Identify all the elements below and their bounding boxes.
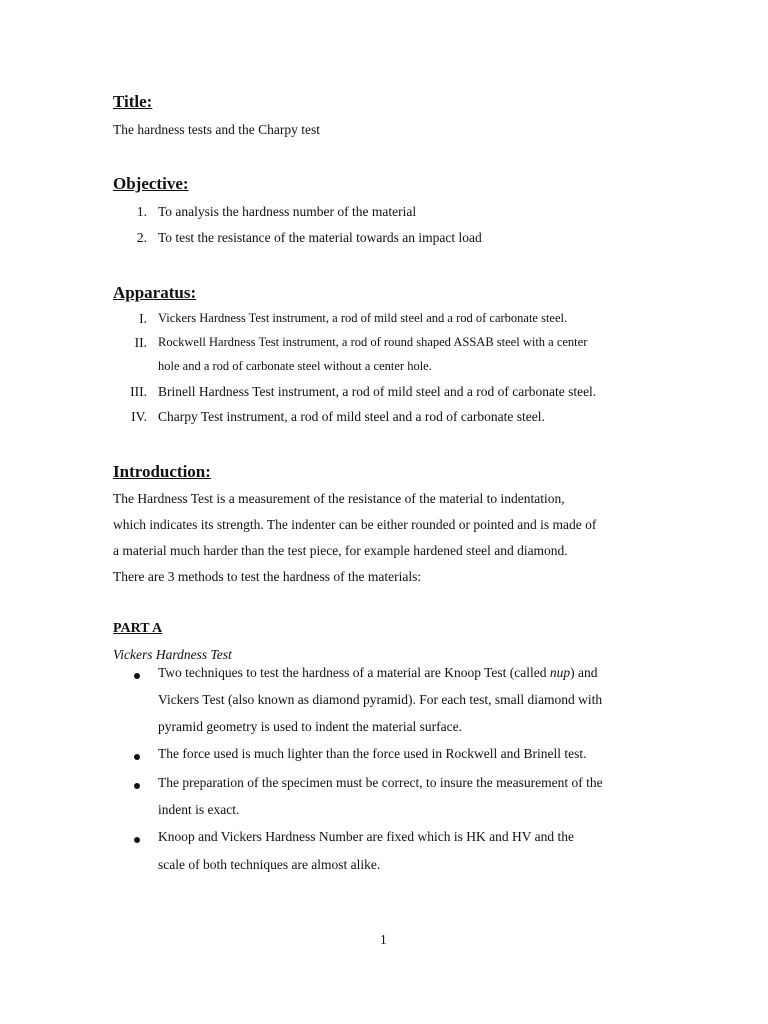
bullet-dot-2 <box>134 754 140 760</box>
bullet-3-line-1: The preparation of the specimen must be correct, to insure the measurement of the <box>158 775 603 790</box>
apparatus-item-2-line-2: hole and a rod of carbonate steel without a center hole. <box>158 359 432 373</box>
apparatus-marker-4: IV. <box>131 409 147 424</box>
objective-marker-1: 1. <box>136 204 147 219</box>
apparatus-marker-2: II. <box>134 335 147 350</box>
part-a-heading: PART A <box>113 621 163 636</box>
bullet-1-line-1-tail: ) and <box>570 665 598 680</box>
apparatus-marker-3: III. <box>130 384 147 399</box>
bullet-3-line-2: indent is exact. <box>158 802 240 817</box>
page-number: 1 <box>380 932 387 947</box>
objective-heading: Objective: <box>113 174 189 193</box>
apparatus-marker-1: I. <box>139 311 147 326</box>
title-heading: Title: <box>113 92 153 111</box>
introduction-line-4: There are 3 methods to test the hardness of the materials: <box>113 569 422 584</box>
bullet-dot-1 <box>134 673 140 679</box>
bullet-4-line-1: Knoop and Vickers Hardness Number are fixed which is HK and HV and the <box>158 829 574 844</box>
introduction-line-3: a material much harder than the test piece, for example hardened steel and diamond. <box>113 543 568 558</box>
objective-marker-2: 2. <box>136 230 147 245</box>
apparatus-heading: Apparatus: <box>113 283 197 302</box>
title-text: The hardness tests and the Charpy test <box>113 122 320 137</box>
apparatus-item-1: Vickers Hardness Test instrument, a rod of mild steel and a rod of carbonate steel. <box>158 311 568 325</box>
apparatus-item-2-line-1: Rockwell Hardness Test instrument, a rod of round shaped ASSAB steel with a center <box>158 335 588 349</box>
objective-item-1: To analysis the hardness number of the material <box>158 204 417 219</box>
apparatus-item-3: Brinell Hardness Test instrument, a rod of mild steel and a rod of carbonate steel. <box>158 384 597 399</box>
bullet-dot-4 <box>134 837 140 843</box>
objective-item-2: To test the resistance of the material towards an impact load <box>158 230 482 245</box>
part-a-subtitle: Vickers Hardness Test <box>113 647 232 662</box>
bullet-1-italic-word: nup <box>549 665 571 680</box>
bullet-1-line-3: pyramid geometry is used to indent the material surface. <box>158 719 463 734</box>
introduction-heading: Introduction: <box>113 462 211 481</box>
bullet-1-line-1-text: Two techniques to test the hardness of a material are Knoop Test (called <box>158 665 550 680</box>
bullet-2-line-1: The force used is much lighter than the force used in Rockwell and Brinell test. <box>158 746 587 761</box>
introduction-line-1: The Hardness Test is a measurement of the resistance of the material to indentation, <box>113 491 565 506</box>
introduction-line-2: which indicates its strength. The indenter can be either rounded or pointed and is made of <box>113 517 597 532</box>
apparatus-item-4: Charpy Test instrument, a rod of mild steel and a rod of carbonate steel. <box>158 409 545 424</box>
bullet-1-line-1 <box>158 665 597 681</box>
bullet-4-line-2: scale of both techniques are almost alike. <box>158 857 381 872</box>
bullet-1-line-2: Vickers Test (also known as diamond pyramid). For each test, small diamond with <box>158 692 603 707</box>
bullet-dot-3 <box>134 783 140 789</box>
